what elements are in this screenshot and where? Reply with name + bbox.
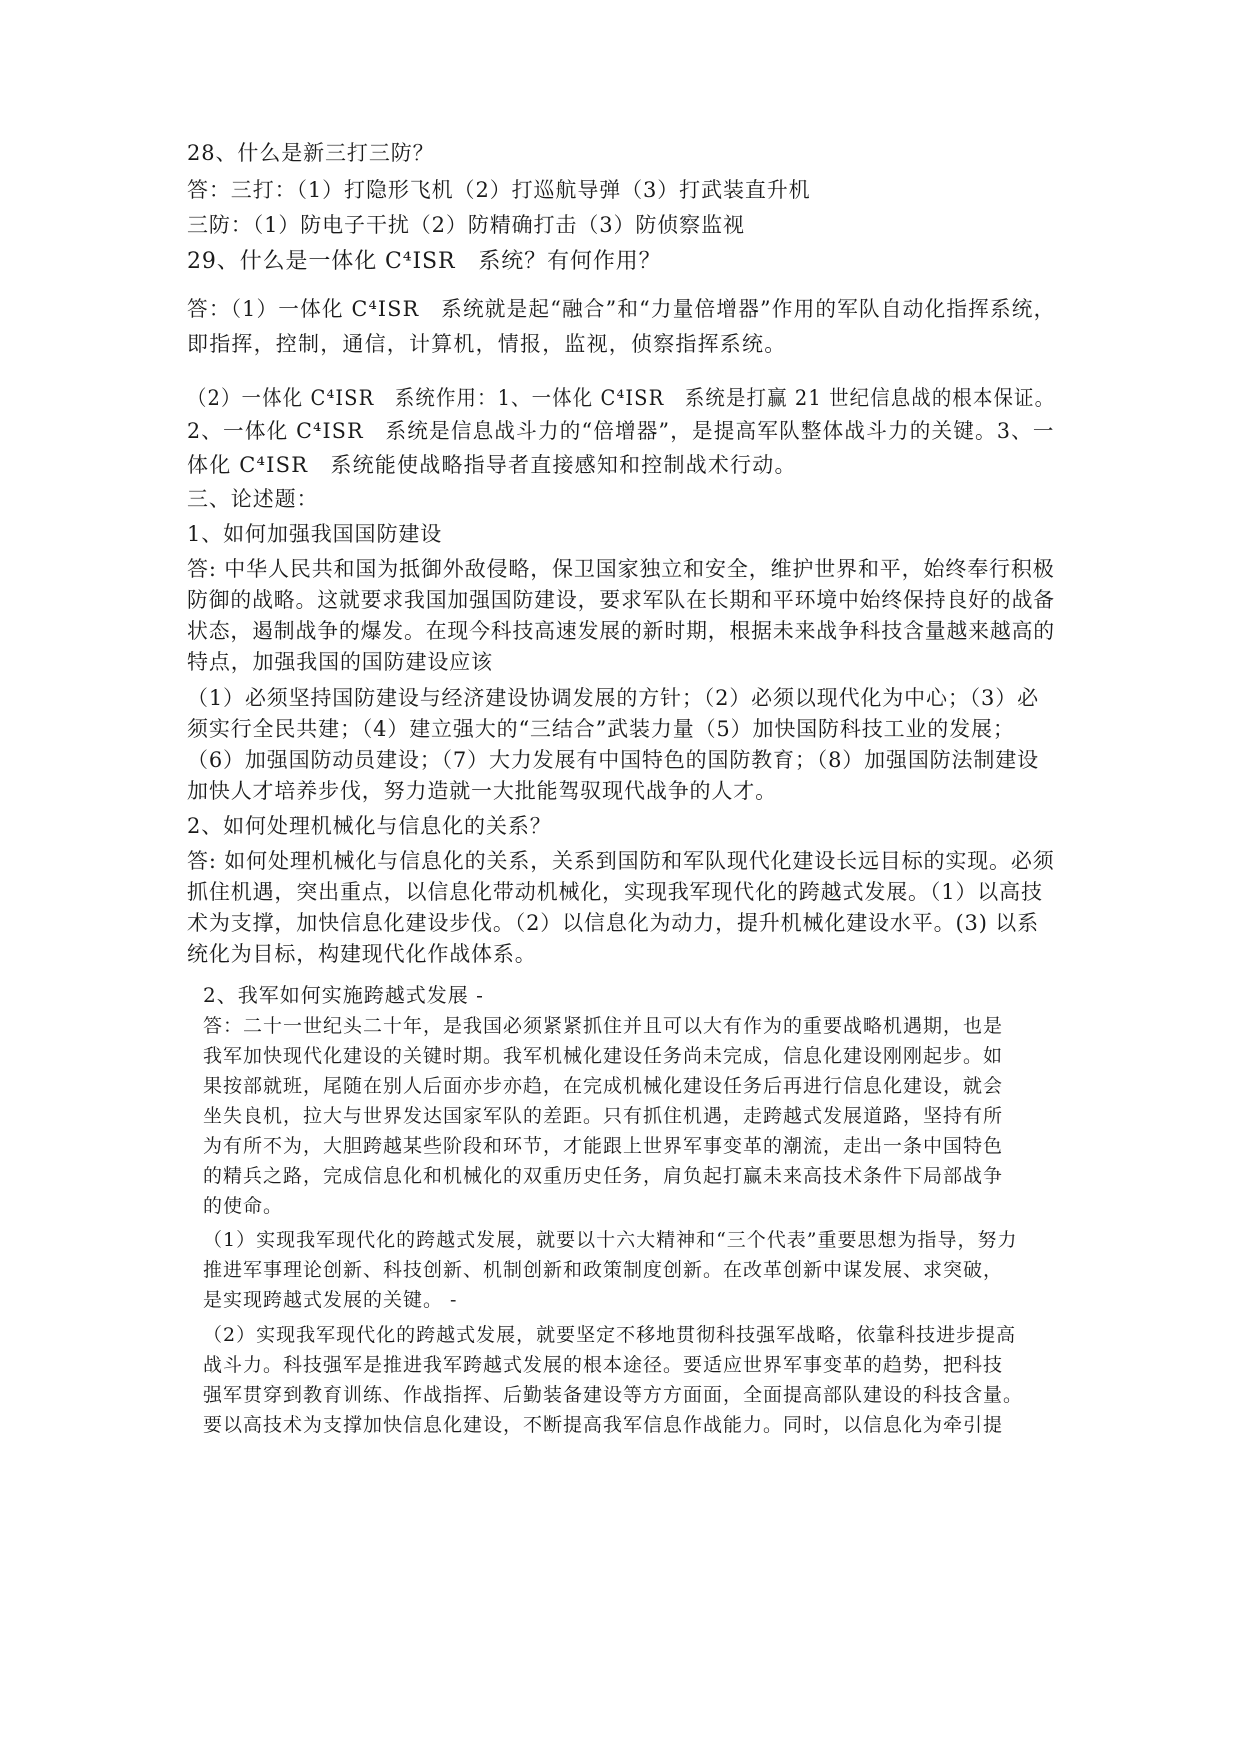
question-29-title: 29、什么是一体化 C⁴ISR 系统？有何作用？ <box>187 249 662 274</box>
essay-2b-line: 推进军事理论创新、科技创新、机制创新和政策制度创新。在改革创新中谋发展、求突破， <box>203 1259 1004 1281</box>
essay-2-line: 统化为目标，构建现代化作战体系。 <box>187 942 537 966</box>
question-29-answer-line: 2、一体化 C⁴ISR 系统是信息战斗力的“倍增器”，是提高军队整体战斗力的关键。3、一 <box>187 419 1055 443</box>
essay-1-title: 1、如何加强我国国防建设 <box>187 522 443 546</box>
essay-2b-line: 我军加快现代化建设的关键时期。我军机械化建设任务尚未完成，信息化建设刚刚起步。如 <box>203 1045 1004 1067</box>
essay-2b-line: 要以高技术为支撑加快信息化建设，不断提高我军信息作战能力。同时，以信息化为牵引提 <box>203 1414 1004 1436</box>
question-29-answer-line: 答：（1）一体化 C⁴ISR 系统就是起“融合”和“力量倍增器”作用的军队自动化指挥系统， <box>187 297 1056 321</box>
essay-2b-line: （2）实现我军现代化的跨越式发展，就要坚定不移地贯彻科技强军战略，依靠科技进步提高 <box>203 1324 1017 1346</box>
essay-2-line: 答: 如何处理机械化与信息化的关系，关系到国防和军队现代化建设长远目标的实现。必须 <box>187 849 1055 873</box>
essay-1-line: 答: 中华人民共和国为抵御外敌侵略，保卫国家独立和安全，维护世界和平，始终奉行积极 <box>187 557 1055 581</box>
essay-1-line: （1）必须坚持国防建设与经济建设协调发展的方针；（2）必须以现代化为中心；（3）必 <box>187 686 1039 710</box>
question-28-answer-line: 答：三打：（1）打隐形飞机（2）打巡航导弹（3）打武装直升机 <box>187 178 811 202</box>
essay-2-title: 2、如何处理机械化与信息化的关系？ <box>187 814 552 838</box>
essay-2b-line: 的精兵之路，完成信息化和机械化的双重历史任务，肩负起打赢未来高技术条件下局部战争 <box>203 1165 1004 1187</box>
question-28-answer-line: 三防：（1）防电子干扰（2）防精确打击（3）防侦察监视 <box>187 213 745 237</box>
essay-2-line: 抓住机遇，突出重点，以信息化带动机械化，实现我军现代化的跨越式发展。（1）以高技 <box>187 880 1043 904</box>
section-heading: 三、论述题： <box>187 487 319 511</box>
essay-2b-line: （1）实现我军现代化的跨越式发展，就要以十六大精神和“三个代表”重要思想为指导，努力 <box>203 1229 1018 1251</box>
essay-1-line: 特点，加强我国的国防建设应该 <box>187 650 493 674</box>
essay-2b-line: 答：二十一世纪头二十年，是我国必须紧紧抓住并且可以大有作为的重要战略机遇期，也是 <box>203 1015 1004 1037</box>
essay-2b-line: 的使命。 <box>203 1195 284 1217</box>
essay-2b-line: 是实现跨越式发展的关键。 - <box>203 1289 458 1311</box>
essay-2b-line: 坐失良机，拉大与世界发达国家军队的差距。只有抓住机遇，走跨越式发展道路，坚持有所 <box>203 1105 1004 1127</box>
question-29-answer-line: 即指挥，控制，通信，计算机，情报，监视，侦察指挥系统。 <box>187 332 787 356</box>
question-29-answer-line: 体化 C⁴ISR 系统能使战略指导者直接感知和控制战术行动。 <box>187 453 797 477</box>
essay-1-line: 状态，遏制战争的爆发。在现今科技高速发展的新时期，根据未来战争科技含量越来越高的 <box>187 619 1055 643</box>
essay-1-line: 加快人才培养步伐，努力造就一大批能驾驭现代战争的人才。 <box>187 779 777 803</box>
essay-2b-line: 为有所不为，大胆跨越某些阶段和环节，才能跟上世界军事变革的潮流，走出一条中国特色 <box>203 1135 1004 1157</box>
essay-2b-line: 果按部就班，尾随在别人后面亦步亦趋，在完成机械化建设任务后再进行信息化建设，就会 <box>203 1075 1004 1097</box>
essay-1-line: 须实行全民共建；（4）建立强大的“三结合”武装力量（5）加快国防科技工业的发展； <box>187 717 1015 741</box>
essay-1-line: （6）加强国防动员建设；（7）大力发展有中国特色的国防教育；（8）加强国防法制建设 <box>187 748 1039 772</box>
essay-1-line: 防御的战略。这就要求我国加强国防建设，要求军队在长期和平环境中始终保持良好的战备 <box>187 588 1055 612</box>
essay-2b-line: 强军贯穿到教育训练、作战指挥、后勤装备建设等方方面面，全面提高部队建设的科技含量。 <box>203 1384 1024 1406</box>
essay-2-line: 术为支撑，加快信息化建设步伐。（2）以信息化为动力，提升机械化建设水平。(3) 以系 <box>187 911 1039 935</box>
essay-2b-title: 2、我军如何实施跨越式发展 - <box>203 983 484 1007</box>
question-28-title: 28、什么是新三打三防？ <box>187 141 435 165</box>
question-29-answer-line: （2）一体化 C⁴ISR 系统作用：1、一体化 C⁴ISR 系统是打赢 21 世纪信息战的根本保证。 <box>187 386 1056 410</box>
essay-2b-line: 战斗力。科技强军是推进我军跨越式发展的根本途径。要适应世界军事变革的趋势，把科技 <box>203 1354 1004 1376</box>
